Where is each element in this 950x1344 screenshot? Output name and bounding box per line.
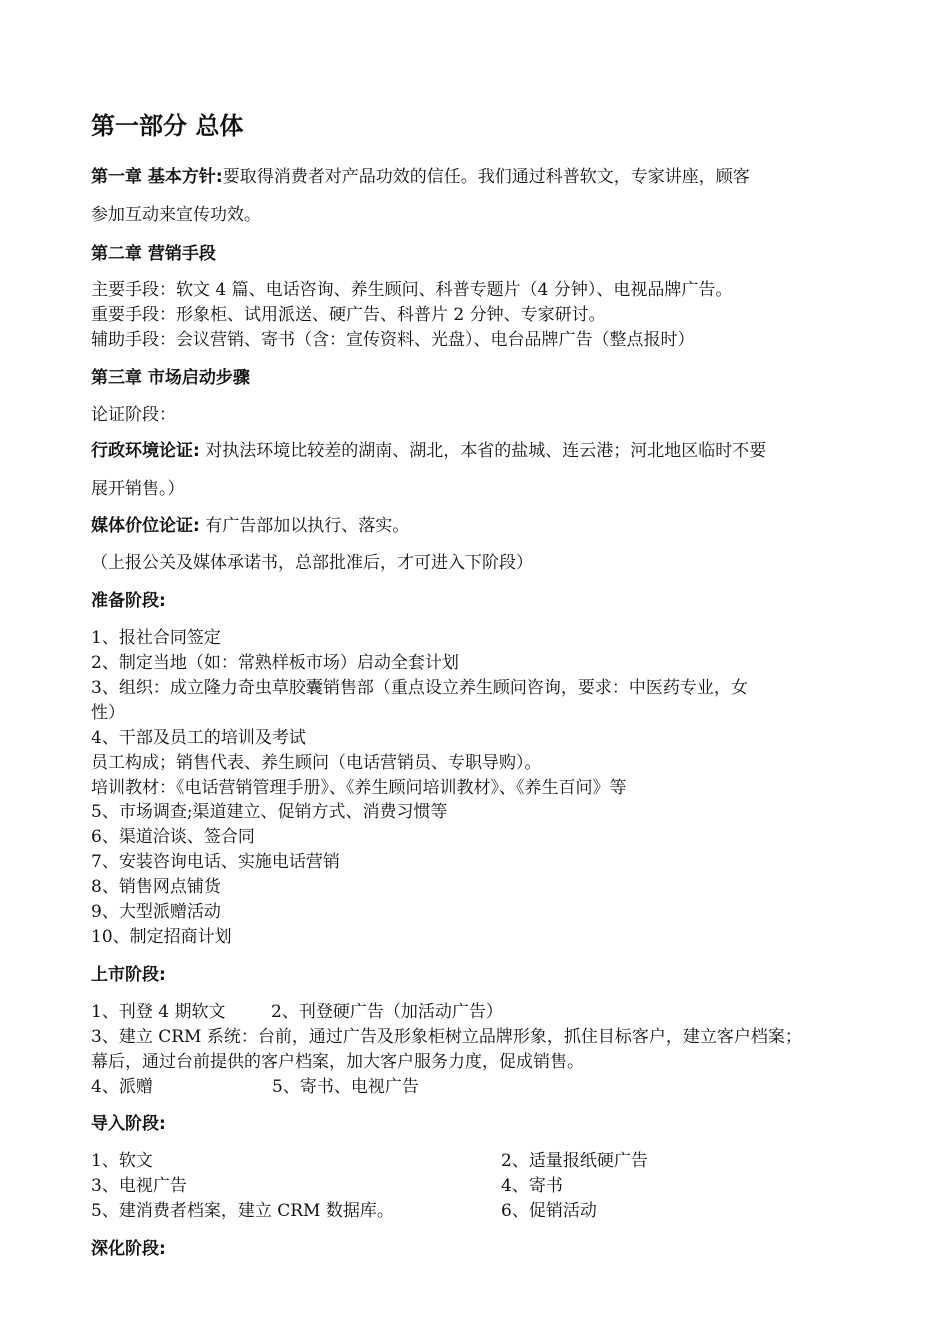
intro-item: 1、软文 (91, 1151, 153, 1171)
ch1-line-1 (91, 162, 750, 187)
prep-item: 员工构成；销售代表、养生顾问（电话营销员、专职导购）。 (91, 753, 542, 773)
ch2-line: 辅助手段：会议营销、寄书（含：宣传资料、光盘）、电台品牌广告（整点报时） (91, 330, 695, 350)
prep-item: 4、干部及员工的培训及考试 (91, 728, 306, 748)
prep-item: 2、制定当地（如：常熟样板市场）启动全套计划 (91, 653, 459, 673)
deepen-title: 深化阶段: (91, 1239, 166, 1259)
media-line (91, 511, 409, 536)
intro-item: 3、电视广告 (91, 1176, 187, 1196)
ch1-text-1: 要取得消费者对产品功效的信任。我们通过科普软文，专家讲座，顾客 (222, 167, 750, 187)
part-title: 第一部分 总体 (91, 112, 244, 140)
media-text: 有广告部加以执行、落实。 (205, 516, 410, 536)
admin-line-2: 展开销售。） (91, 479, 185, 499)
launch-item-2: 2、刊登硬广告（加活动广告） (271, 1002, 503, 1022)
launch-item-3b: 幕后，通过台前提供的客户档案，加大客户服务力度，促成销售。 (91, 1052, 584, 1072)
ch1-label: 第一章 基本方针: (91, 167, 223, 187)
launch-item-5: 5、寄书、电视广告 (272, 1077, 419, 1097)
prep-item: 8、销售网点铺货 (91, 877, 221, 897)
launch-title: 上市阶段: (91, 965, 166, 985)
prep-item: 9、大型派赠活动 (91, 902, 221, 922)
prep-item: 1、报社合同签定 (91, 628, 221, 648)
prep-item: 培训教材：《电话营销管理手册》、《养生顾问培训教材》、《养生百问》等 (91, 778, 627, 798)
intro-item: 2、适量报纸硬广告 (501, 1151, 648, 1171)
intro-item: 4、寄书 (501, 1176, 563, 1196)
prep-item: 3、组织：成立隆力奇虫草胶囊销售部（重点设立养生顾问咨询，要求：中医药专业，女 (91, 678, 748, 698)
intro-title: 导入阶段: (91, 1114, 166, 1134)
launch-item-3a: 3、建立 CRM 系统：台前，通过广告及形象柜树立品牌形象，抓住目标客户，建立客户档案； (91, 1027, 802, 1047)
admin-line-1 (91, 436, 766, 461)
prep-item: 6、渠道洽谈、签合同 (91, 827, 255, 847)
ch3-title: 第三章 市场启动步骤 (91, 368, 250, 388)
prep-title: 准备阶段: (91, 591, 166, 611)
approval-note: （上报公关及媒体承诺书，总部批准后，才可进入下阶段） (91, 553, 533, 573)
ch2-line: 重要手段：形象柜、试用派送、硬广告、科普片 2 分钟、专家研讨。 (91, 305, 606, 325)
ch1-line-2: 参加互动来宣传功效。 (91, 205, 261, 225)
admin-text-1: 对执法环境比较差的湖南、湖北，本省的盐城、连云港；河北地区临时不要 (205, 441, 767, 461)
admin-label: 行政环境论证: (91, 441, 200, 461)
proof-stage: 论证阶段： (91, 405, 176, 425)
prep-item: 性） (91, 703, 125, 723)
prep-item: 7、安装咨询电话、实施电话营销 (91, 852, 340, 872)
prep-item: 5、市场调查;渠道建立、促销方式、消费习惯等 (91, 802, 448, 822)
ch2-title: 第二章 营销手段 (91, 244, 216, 264)
media-label: 媒体价位论证: (91, 516, 200, 536)
intro-item: 5、建消费者档案，建立 CRM 数据库。 (91, 1201, 394, 1221)
intro-item: 6、促销活动 (501, 1201, 597, 1221)
ch2-line: 主要手段：软文 4 篇、电话咨询、养生顾问、科普专题片（4 分钟）、电视品牌广告。 (91, 280, 733, 300)
prep-item: 10、制定招商计划 (91, 927, 232, 947)
launch-item-4: 4、派赠 (91, 1077, 153, 1097)
launch-item-1: 1、刊登 4 期软文 (91, 1002, 226, 1022)
